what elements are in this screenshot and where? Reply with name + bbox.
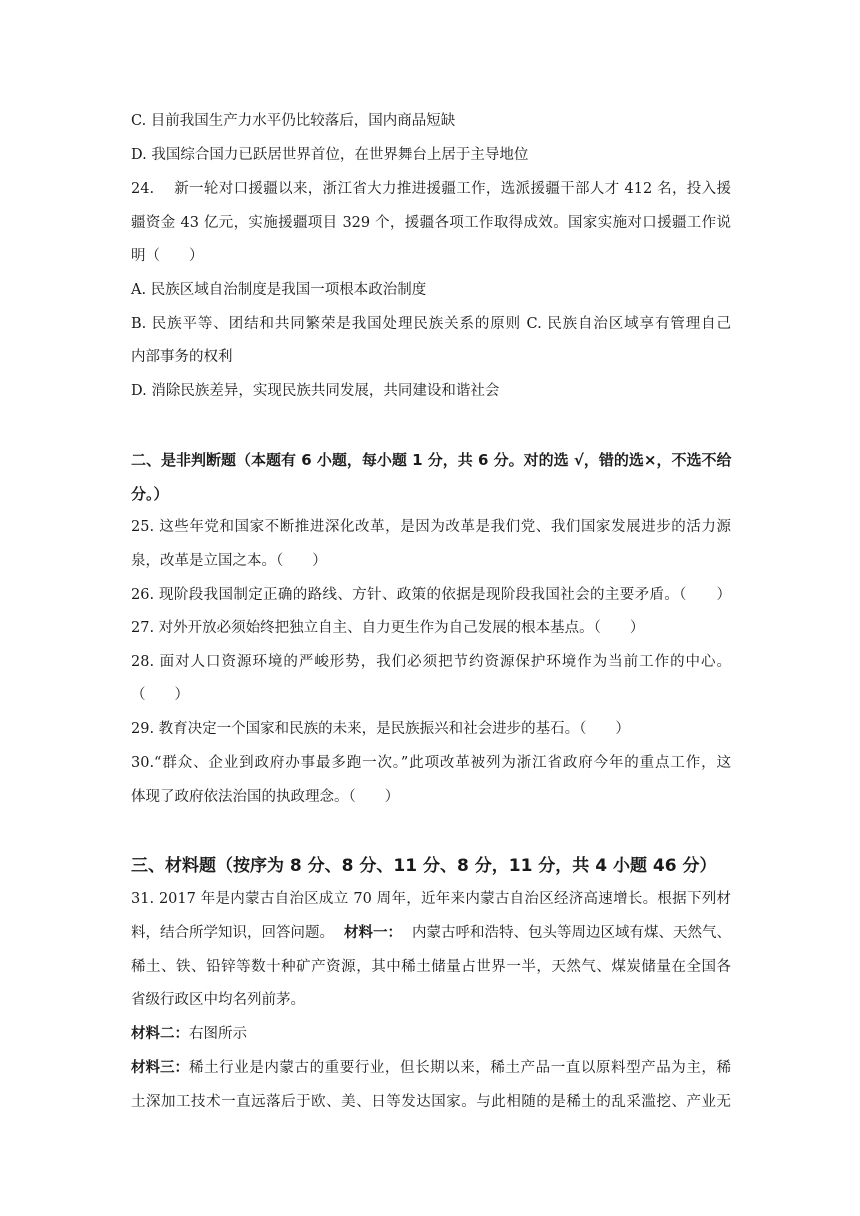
- material-2-text: 右图所示: [189, 1026, 247, 1042]
- section-3-heading: 三、材料题（按序为 8 分、8 分、11 分、8 分，11 分，共 4 小题 46 分）: [131, 856, 717, 876]
- q28-line-1: 28. 面对人口资源环境的严峻形势，我们必须把节约资源保护环境作为当前工作的中心。: [131, 654, 731, 670]
- q31-line-1: 31. 2017 年是内蒙古自治区成立 70 周年，近年来内蒙古自治区经济高速增长。根据下列材: [131, 891, 731, 907]
- material-2-label: 材料二：: [131, 1026, 189, 1042]
- q24-stem-line-2: 疆资金 43 亿元，实施援疆项目 329 个，援疆各项工作取得成效。国家实施对口援疆工作说: [131, 215, 731, 231]
- q28-line-2: （ ）: [131, 687, 189, 703]
- section-2-heading-line-1: 二、是非判断题（本题有 6 小题，每小题 1 分，共 6 分。对的选 √，错的选×，不选不给: [131, 451, 732, 469]
- q31-line-3: 稀土、铁、铅锌等数十种矿产资源，其中稀土储量占世界一半，天然气、煤炭储量在全国各: [131, 959, 731, 975]
- q23-option-d: D. 我国综合国力已跃居世界首位，在世界舞台上居于主导地位: [131, 147, 529, 163]
- material-3-line-2: 土深加工技术一直远落后于欧、美、日等发达国家。与此相随的是稀土的乱采滥挖、产业无: [131, 1094, 731, 1110]
- q31-line-2-intro: 料，结合所学知识，回答问题。: [131, 925, 334, 941]
- material-3-line-1: [131, 1058, 731, 1078]
- q25-line-2: 泉，改革是立国之本。（ ）: [131, 553, 327, 569]
- q29: 29. 教育决定一个国家和民族的未来，是民族振兴和社会进步的基石。（ ）: [131, 721, 630, 737]
- section-2-heading-line-2: 分。）: [131, 485, 169, 503]
- q24-stem-line-1: 24. 新一轮对口援疆以来，浙江省大力推进援疆工作，选派援疆干部人才 412 名，投入援: [131, 181, 731, 197]
- q23-option-c: C. 目前我国生产力水平仍比较落后，国内商品短缺: [131, 113, 456, 129]
- q31-line-2: [131, 923, 731, 943]
- material-3-label: 材料三：: [131, 1060, 189, 1076]
- q24-option-a: A. 民族区域自治制度是我国一项根本政治制度: [131, 282, 427, 298]
- material-2: [131, 1024, 247, 1044]
- q24-option-bc-line-2: 内部事务的权利: [131, 349, 233, 365]
- q24-stem-line-3: 明（ ）: [131, 248, 204, 264]
- q30-line-1: 30.“群众、企业到政府办事最多跑一次。”此项改革被列为浙江省政府今年的重点工作，这: [131, 755, 731, 771]
- q24-option-d: D. 消除民族差异，实现民族共同发展，共同建设和谐社会: [131, 383, 500, 399]
- q26: 26. 现阶段我国制定正确的路线、方针、政策的依据是现阶段我国社会的主要矛盾。（ ）: [131, 587, 731, 603]
- q25-line-1: 25. 这些年党和国家不断推进深化改革，是因为改革是我们党、我们国家发展进步的活力源: [131, 519, 731, 535]
- q27: 27. 对外开放必须始终把独立自主、自力更生作为自己发展的根本基点。（ ）: [131, 620, 645, 636]
- material-1-label: 材料一：: [344, 925, 402, 941]
- q31-line-2-text: 内蒙古呼和浩特、包头等周边区域有煤、天然气、: [412, 925, 731, 941]
- q30-line-2: 体现了政府依法治国的执政理念。（ ）: [131, 789, 400, 805]
- q24-option-bc-line-1: B. 民族平等、团结和共同繁荣是我国处理民族关系的原则 C. 民族自治区域享有管理自己: [131, 316, 731, 332]
- material-3-text-line-1: 稀土行业是内蒙古的重要行业，但长期以来，稀土产品一直以原料型产品为主，稀: [189, 1060, 731, 1076]
- q31-line-4: 省级行政区中均名列前茅。: [131, 992, 305, 1008]
